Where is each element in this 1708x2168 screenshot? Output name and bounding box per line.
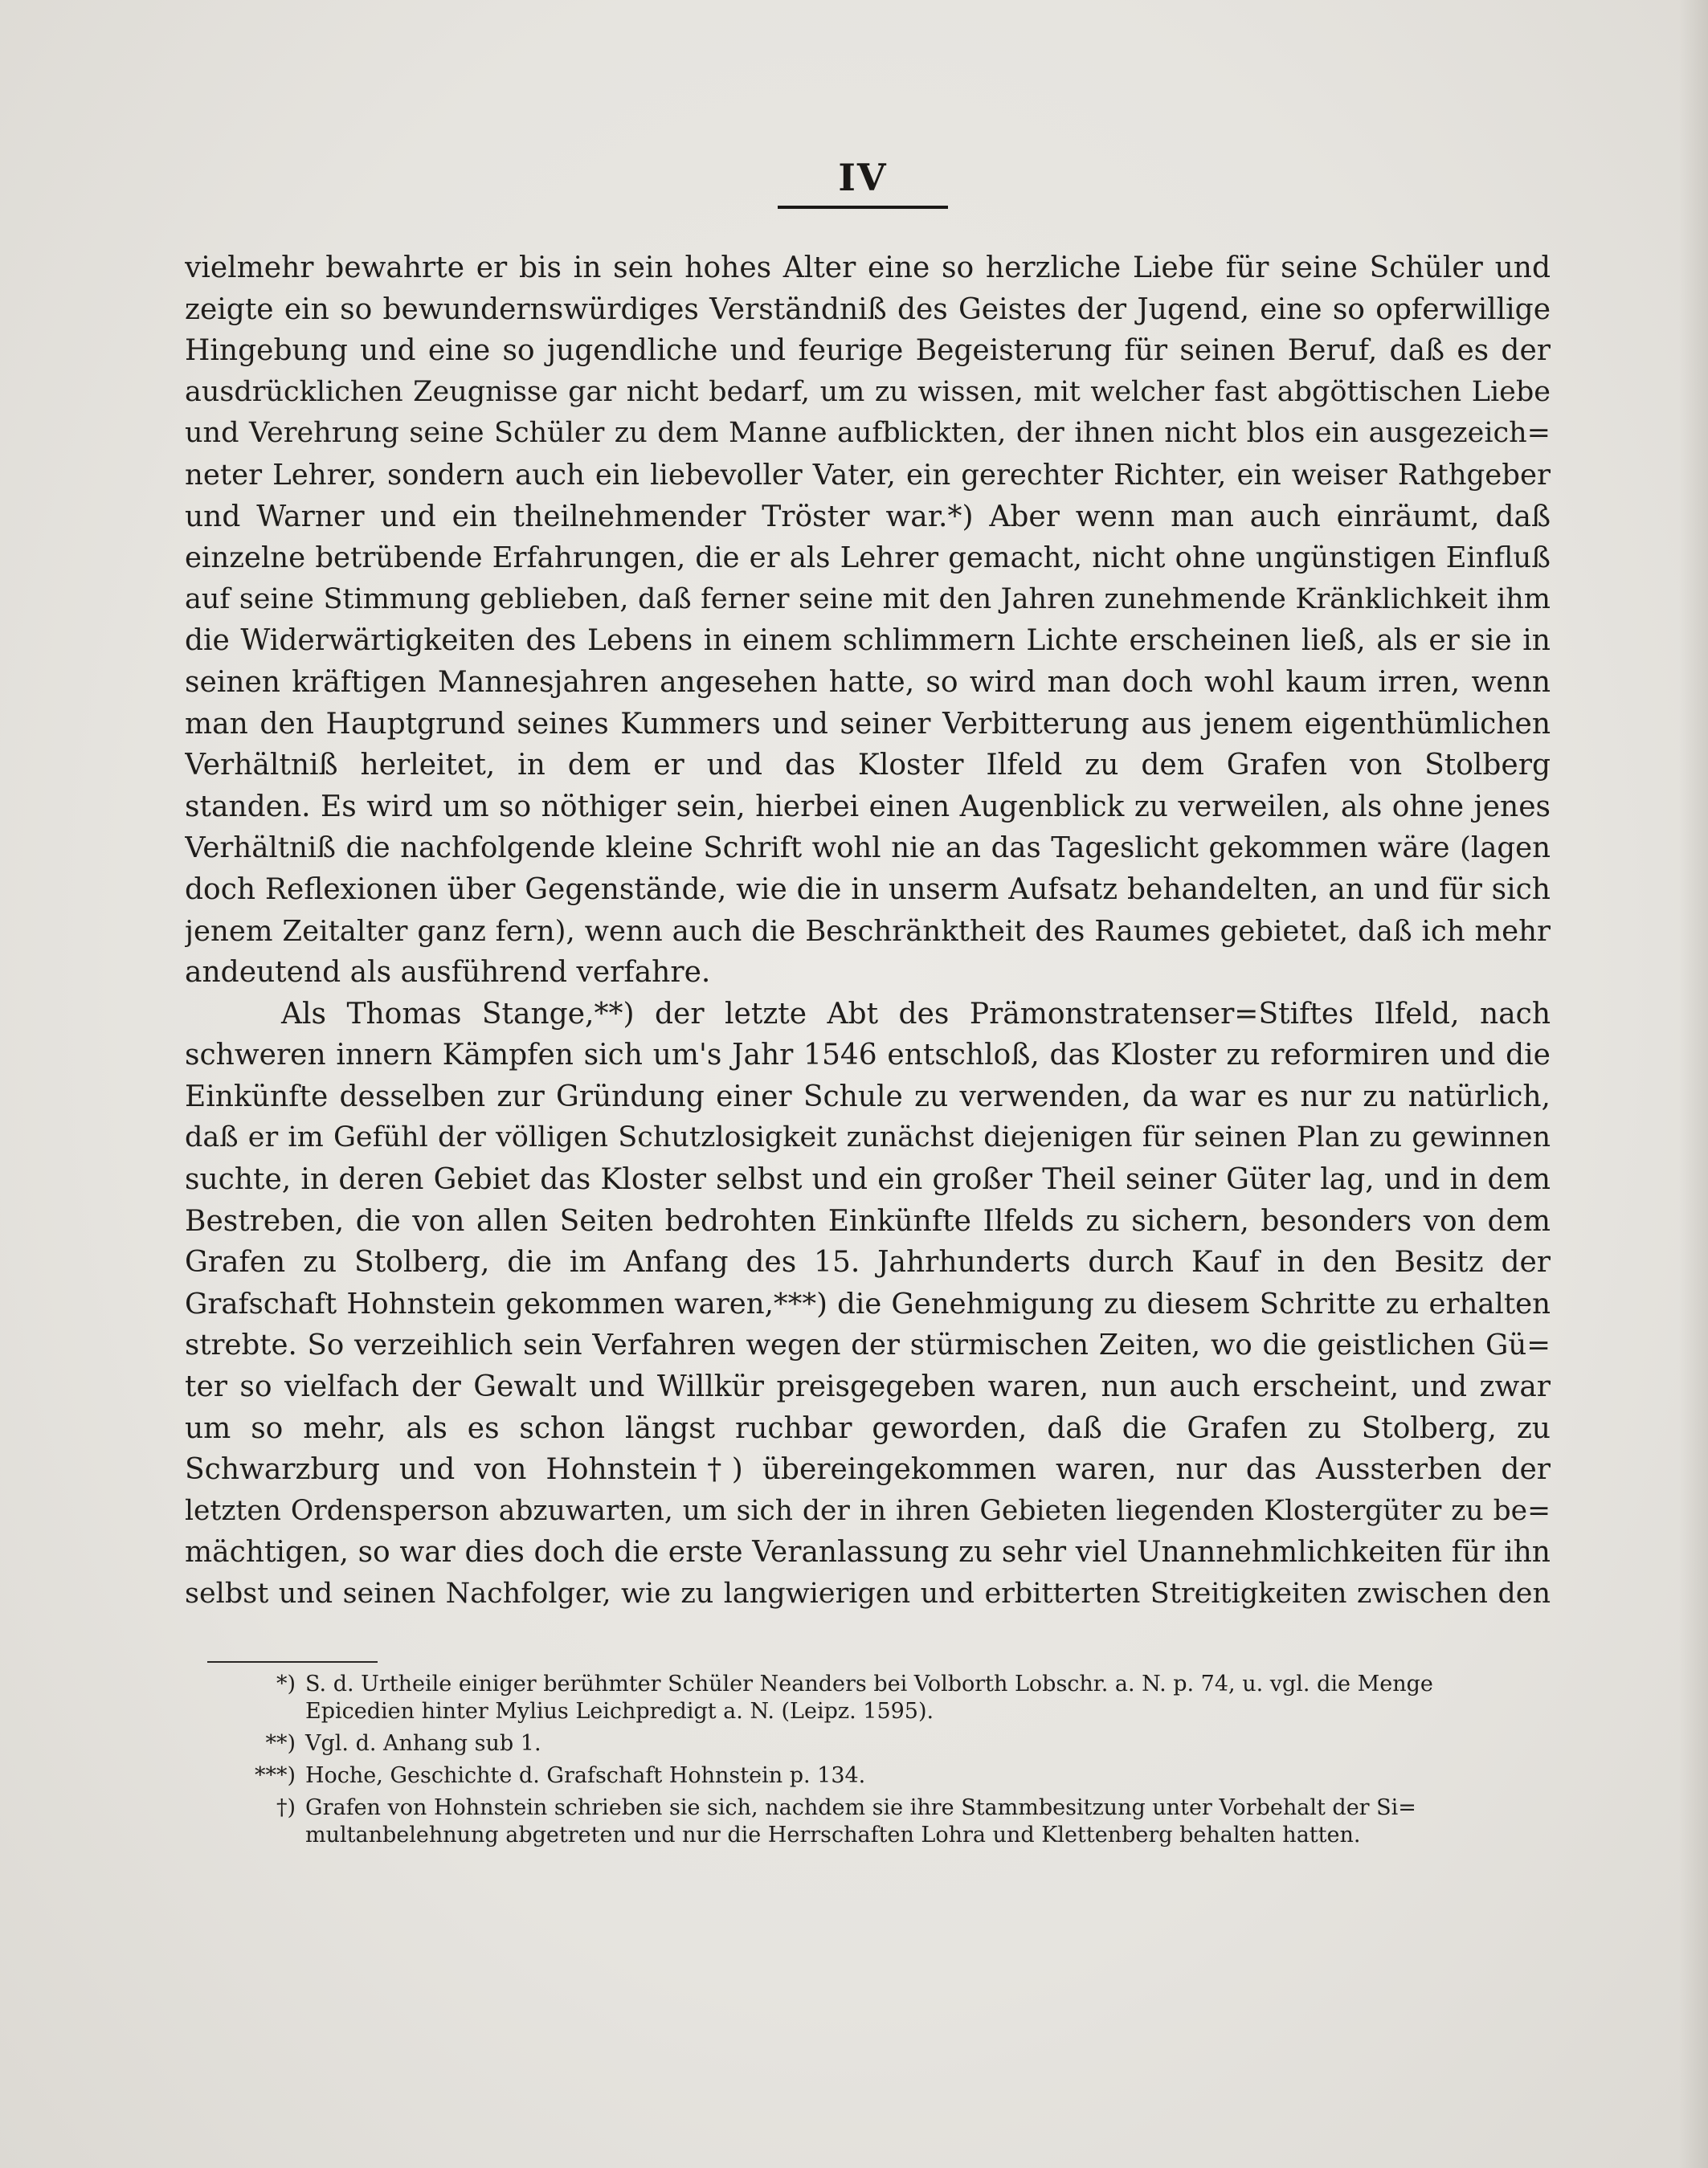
footnote-text (305, 1730, 1559, 1758)
footnote (209, 1671, 1559, 1725)
body-line (185, 869, 1551, 911)
body-line (185, 1366, 1551, 1408)
body-line (185, 662, 1551, 704)
body-line-text: um so mehr, als es schon längst ruchbar geworden, daß die Grafen zu Stolberg, zu (185, 1411, 1551, 1445)
footnote (209, 1730, 1559, 1758)
footnote-line: multanbelehnung abgetreten und nur die Herrschaften Lohra und Klettenberg behalten hatten. (305, 1823, 1361, 1847)
body-line (185, 1325, 1551, 1366)
body-line (185, 413, 1551, 455)
body-line-text: suchte, in deren Gebiet das Kloster selbst und ein großer Theil seiner Güter lag, und in dem (185, 1163, 1551, 1197)
footnote-text (305, 1762, 1559, 1790)
body-line (185, 455, 1551, 496)
body-line (185, 1117, 1551, 1159)
body-line-text: letzten Ordensperson abzuwarten, um sich der in ihren Gebieten liegenden Klostergüter zu be= (185, 1494, 1551, 1527)
footnote-text (305, 1794, 1559, 1849)
body-line-text: Grafen zu Stolberg, die im Anfang des 15. Jahrhunderts durch Kauf in den Besitz der (185, 1246, 1551, 1280)
body-line-text: strebte. So verzeihlich sein Verfahren wegen der stürmischen Zeiten, wo die geistlichen Gü= (185, 1329, 1551, 1362)
page-number: IV (838, 156, 888, 199)
page-header (778, 154, 948, 209)
body-line (185, 372, 1551, 414)
footnote-line: Hoche, Geschichte d. Grafschaft Hohnstein p. 134. (305, 1763, 866, 1788)
body-line-text: die Widerwärtigkeiten des Lebens in einem schlimmern Lichte erscheinen ließ, als er sie in (185, 624, 1551, 658)
body-line-text: Schwarzburg und von Hohnstein†) übereingekommen waren, nur das Aussterben der (185, 1453, 1551, 1487)
body-line (185, 1449, 1551, 1491)
body-line (185, 1532, 1551, 1574)
body-line-text: man den Hauptgrund seines Kummers und seiner Verbitterung aus jenem eigenthümlichen (185, 707, 1551, 741)
footnote-text (305, 1671, 1559, 1725)
body-line-text: einzelne betrübende Erfahrungen, die er als Lehrer gemacht, nicht ohne ungünstigen Einfluß (185, 541, 1551, 575)
body-line (185, 1574, 1551, 1615)
body-line-text: standen. Es wird um so nöthiger sein, hierbei einen Augenblick zu verweilen, als ohne jenes (185, 790, 1551, 823)
body-line-text: Einkünfte desselben zur Gründung einer Schule zu verwenden, da war es nur zu natürlich, (185, 1080, 1551, 1113)
body-line (185, 1035, 1551, 1076)
footnote-line: Epicedien hinter Mylius Leichpredigt a. N. (Leipz. 1595). (305, 1699, 934, 1724)
footnotes (209, 1671, 1559, 1854)
body-line (185, 827, 1551, 869)
body-line-text: daß er im Gefühl der völligen Schutzlosigkeit zunächst diejenigen für seinen Plan zu gewinnen (185, 1121, 1551, 1154)
body-line (185, 496, 1551, 538)
body-line (185, 289, 1551, 331)
footnote-line: Grafen von Hohnstein schrieben sie sich, nachdem sie ihre Stammbesitzung unter Vorbehalt der Si= (305, 1795, 1416, 1820)
body-line (185, 330, 1551, 372)
body-line (185, 1408, 1551, 1450)
body-line-text: neter Lehrer, sondern auch ein liebevoller Vater, ein gerechter Richter, ein weiser Rathgeber (185, 458, 1551, 492)
body-line-text: und Verehrung seine Schüler zu dem Manne aufblickten, der ihnen nicht blos ein ausgezeich= (185, 417, 1551, 450)
body-line-text: zeigte ein so bewundernswürdiges Verständniß des Geistes der Jugend, eine so opferwillige (185, 292, 1551, 326)
body-line-text: und Warner und ein theilnehmender Tröster war.*) Aber wenn man auch einräumt, daß (185, 500, 1551, 533)
body-line-text: Hingebung und eine so jugendliche und feurige Begeisterung für seinen Beruf, daß es der (185, 334, 1551, 368)
body-line-text: schweren innern Kämpfen sich um's Jahr 1546 entschloß, das Kloster zu reformiren und die (185, 1039, 1551, 1072)
body-line-text: auf seine Stimmung geblieben, daß ferner seine mit den Jahren zunehmende Kränklichkeit ihm (185, 582, 1551, 615)
body-text (185, 247, 1551, 1615)
page-edge-shadow (1679, 0, 1708, 2168)
body-line-text: andeutend als ausführend verfahre. (185, 956, 711, 990)
body-line (185, 1284, 1551, 1325)
body-line (185, 1242, 1551, 1284)
footnote (209, 1762, 1559, 1790)
body-line (185, 247, 1551, 289)
body-line (185, 745, 1551, 786)
body-line-text: Verhältniß die nachfolgende kleine Schrift wohl nie an das Tageslicht gekommen wäre (lagen (185, 831, 1551, 865)
body-line (185, 952, 1551, 994)
header-rule (778, 206, 948, 209)
body-line-text: seinen kräftigen Mannesjahren angesehen hatte, so wird man doch wohl kaum irren, wenn (185, 665, 1551, 699)
body-line (185, 994, 1551, 1035)
body-line (185, 579, 1551, 621)
footnote-line: S. d. Urtheile einiger berühmter Schüler Neanders bei Volborth Lobschr. a. N. p. 74, u. vgl. die Menge (305, 1672, 1433, 1696)
footnote-mark: †) (276, 1795, 296, 1820)
body-line-text: vielmehr bewahrte er bis in sein hohes Alter eine so herzliche Liebe für seine Schüler und (185, 251, 1551, 284)
body-line (185, 1076, 1551, 1118)
body-line (185, 1159, 1551, 1201)
footnote-line: Vgl. d. Anhang sub 1. (305, 1731, 541, 1756)
body-line-text: mächtigen, so war dies doch die erste Veranlassung zu sehr viel Unannehmlichkeiten für ihn (185, 1536, 1551, 1570)
footnote (209, 1794, 1559, 1849)
footnote-mark: **) (265, 1731, 296, 1756)
body-line-text: jenem Zeitalter ganz fern), wenn auch die Beschränktheit des Raumes gebietet, daß ich mehr (185, 914, 1551, 948)
footnote-mark: *) (276, 1672, 296, 1696)
footnote-rule (207, 1661, 378, 1663)
body-line (185, 620, 1551, 662)
body-line (185, 786, 1551, 828)
body-line (185, 1201, 1551, 1243)
body-line-text: Grafschaft Hohnstein gekommen waren,***) die Genehmigung zu diesem Schritte zu erhalten (185, 1287, 1551, 1321)
body-line-text: Verhältniß herleitet, in dem er und das Kloster Ilfeld zu dem Grafen von Stolberg (185, 749, 1551, 782)
body-line (185, 911, 1551, 953)
footnote-mark: ***) (254, 1763, 296, 1788)
body-line-text: selbst und seinen Nachfolger, wie zu langwierigen und erbitterten Streitigkeiten zwischen den (185, 1578, 1551, 1610)
body-line-text: ausdrücklichen Zeugnisse gar nicht bedarf, um zu wissen, mit welcher fast abgöttischen Liebe (185, 375, 1551, 408)
body-line (185, 1491, 1551, 1533)
body-line-text: Als Thomas Stange,**) der letzte Abt des Prämonstratenser=Stiftes Ilfeld, nach (281, 997, 1551, 1031)
body-line (185, 537, 1551, 579)
body-line-text: ter so vielfach der Gewalt und Willkür preisgegeben waren, nun auch erscheint, und zwar (185, 1370, 1551, 1404)
body-line-text: Bestreben, die von allen Seiten bedrohten Einkünfte Ilfelds zu sichern, besonders von dem (185, 1204, 1551, 1238)
body-line-text: doch Reflexionen über Gegenstände, wie die in unserm Aufsatz behandelten, an und für sich (185, 872, 1551, 906)
body-line (185, 704, 1551, 745)
